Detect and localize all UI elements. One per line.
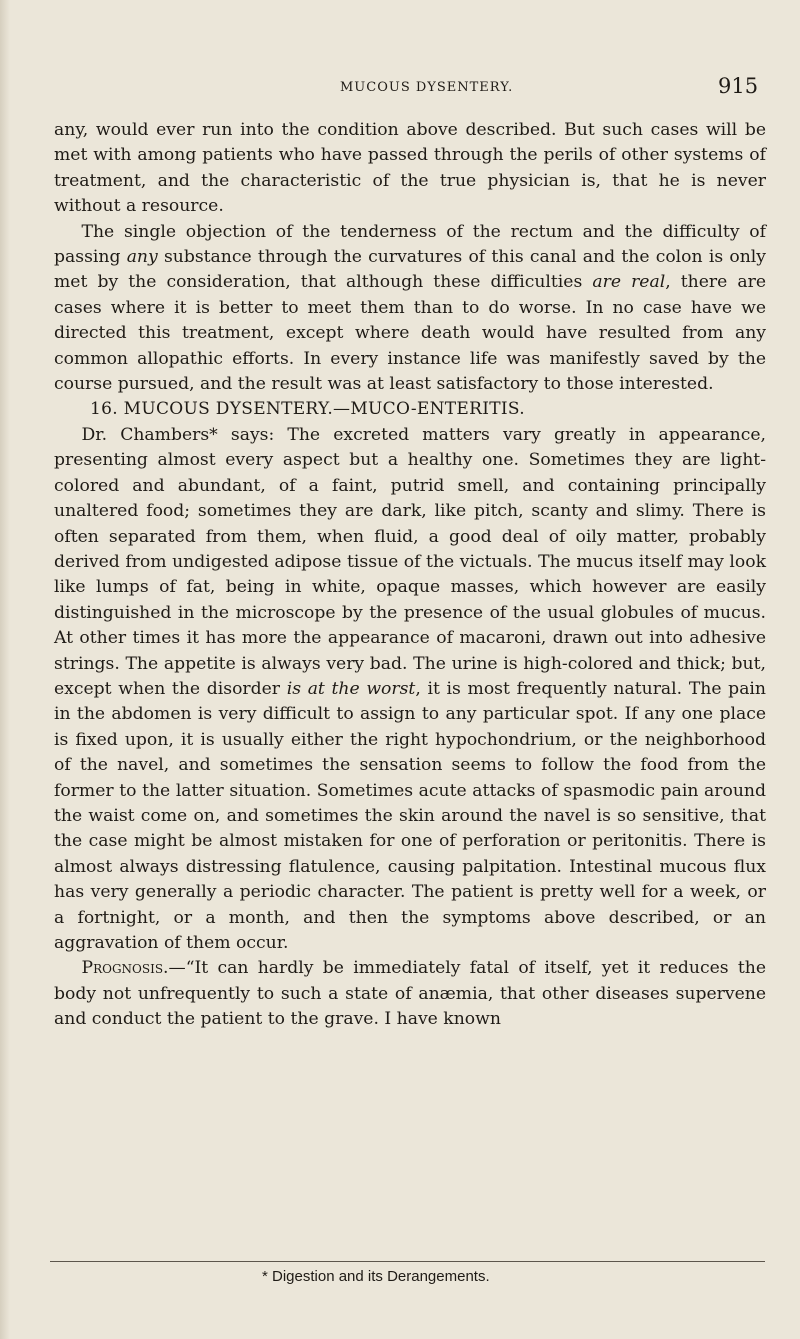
emphasis-any: any xyxy=(126,247,158,268)
emphasis-worst: is at the worst xyxy=(286,678,416,699)
emphasis-are-real: are real xyxy=(592,272,666,293)
paragraph-chambers-part-a: Dr. Chambers* says: The excreted matters vary greatly in appearance, presenting almost every aspect but a healthy one. Sometimes they are light-colored and abundant, of a faint, putrid smell, and containing principally unaltered food; sometimes they are dark, like pitch, scanty and slimy. There is often separated from them, when fluid, a good deal of oily matter, probably derived from undigested adipose tissue of the victuals. The mucus itself may look like lumps of fat, being in white, opaque masses, which however are easily distinguished in the microscope by the presence of the usual globules of mucus. At other times it has more the appearance of macaroni, drawn out into adhesive strings. The appetite is always very bad. The urine is high-colored and thick; but, except when the disorder xyxy=(54,424,766,699)
prognosis-label: Prognosis. xyxy=(81,958,169,979)
footnote: * Digestion and its Derangements. xyxy=(262,1268,490,1285)
page-edge-shadow xyxy=(0,0,10,1339)
paragraph-chambers xyxy=(54,423,766,957)
paragraph-objection-part-a: The single objection of the tenderness of the rectum and the difficulty of passing xyxy=(54,221,766,268)
running-head-title: MUCOUS DYSENTERY. xyxy=(340,80,514,95)
body-text xyxy=(54,118,766,1033)
paragraph-prognosis xyxy=(54,956,766,1032)
paragraph-objection-part-b: substance through the curvatures of this canal and the colon is only met by the consideration, that although these difficulties xyxy=(54,247,766,293)
footnote-divider xyxy=(50,1261,765,1262)
paragraph-objection-part-c: , there are cases where it is better to meet them than to do worse. In no case have we directed this treatment, except where death would have resulted from any common allopathic efforts. In every instance life was manifestly saved by the course pursued, and the result was at least satisfactory to those interested. xyxy=(54,272,766,395)
prognosis-text: —“It can hardly be immediately fatal of itself, yet it reduces the body not unfrequently to such a state of anæmia, that other diseases supervene and conduct the patient to the grave. I have known xyxy=(54,958,766,1030)
section-heading: 16. MUCOUS DYSENTERY.—MUCO-ENTERITIS. xyxy=(90,399,525,420)
paragraph-objection xyxy=(54,220,766,398)
paragraph-chambers-part-b: , it is most frequently natural. The pain in the abdomen is very difficult to assign to any particular spot. If any one place is fixed upon, it is usually either the right hypochondrium, or the neighborhood of the navel, and sometimes the sensation seems to follow the food from the former to the latter situation. Sometimes acute attacks of spasmodic pain around the waist come on, and sometimes the skin around the navel is so sensitive, that the case might be almost mistaken for one of perforation or peritonitis. There is almost always distressing flatulence, causing palpitation. Intestinal mucous flux has very generally a periodic character. The patient is pretty well for a week, or a fortnight, or a month, and then the symptoms above described, or an aggravation of them occur. xyxy=(54,678,767,953)
page-number: 915 xyxy=(718,74,759,98)
paragraph-continuation: any, would ever run into the condition above described. But such cases will be met with among patients who have passed through the perils of other systems of treatment, and the characteristic of the true physician is, that he is never without a resource. xyxy=(54,120,766,217)
